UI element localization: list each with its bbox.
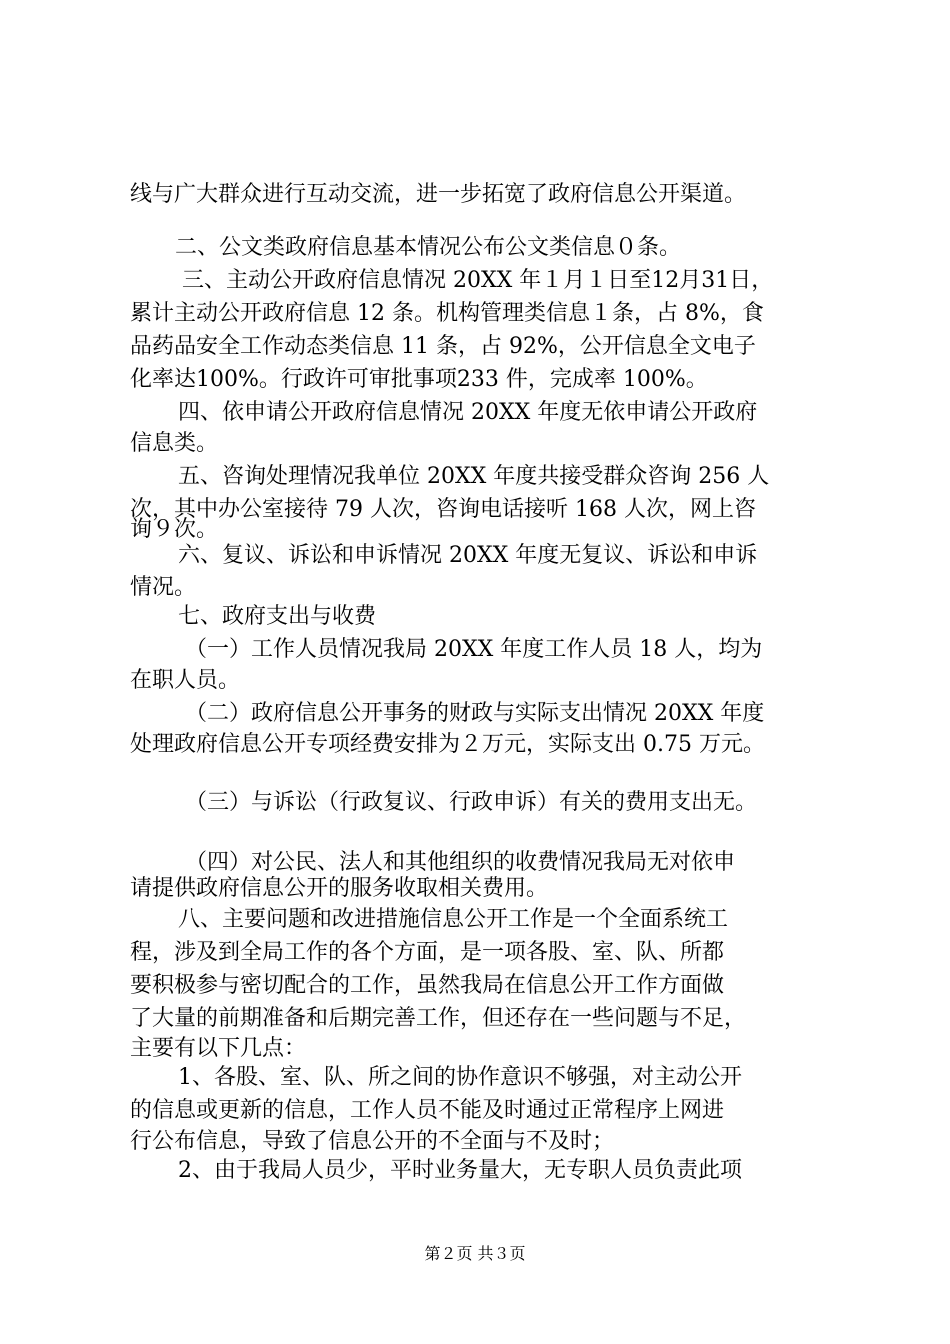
text-line: 2、由于我局人员少，平时业务量大，无专职人员负责此项 <box>178 1158 742 1183</box>
text-line: 七、政府支出与收费 <box>178 604 377 629</box>
page-number-footer: 第２页 共３页 <box>424 1244 526 1263</box>
text-line: （四）对公民、法人和其他组织的收费情况我局无对依申 <box>185 850 736 875</box>
text-line: 主要有以下几点： <box>130 1036 307 1061</box>
text-line: 五、咨询处理情况我单位 20XX 年度共接受群众咨询 256 人 <box>178 464 770 489</box>
text-line: 八、主要问题和改进措施信息公开工作是一个全面系统工 <box>178 907 729 932</box>
text-line: 情况。 <box>130 575 197 600</box>
text-line: 询９次。 <box>130 517 219 542</box>
text-line: 六、复议、诉讼和申诉情况 20XX 年度无复议、诉讼和申诉 <box>178 543 758 568</box>
text-line: （二）政府信息公开事务的财政与实际支出情况 20XX 年度 <box>185 701 765 726</box>
text-line: 1、各股、室、队、所之间的协作意识不够强，对主动公开 <box>178 1065 742 1090</box>
text-line: 品药品安全工作动态类信息 11 条，占 92%，公开信息全文电子 <box>130 334 756 359</box>
text-line: 在职人员。 <box>130 668 241 693</box>
text-line: （三）与诉讼（行政复议、行政申诉）有关的费用支出无。 <box>185 790 758 815</box>
text-line: 二、公文类政府信息基本情况公布公文类信息０条。 <box>175 235 682 260</box>
text-line: 累计主动公开政府信息 12 条。机构管理类信息１条，占 8%，食 <box>130 301 764 326</box>
text-line: 处理政府信息公开专项经费安排为２万元，实际支出 0.75 万元。 <box>130 732 765 757</box>
text-line: 化率达100%。行政许可审批事项233 件，完成率 100%。 <box>130 367 708 392</box>
text-line: 程，涉及到全局工作的各个方面，是一项各股、室、队、所都 <box>130 940 725 965</box>
text-line: 四、依申请公开政府信息情况 20XX 年度无依申请公开政府 <box>178 400 758 425</box>
text-line: 了大量的前期准备和后期完善工作，但还存在一些问题与不足， <box>130 1006 747 1031</box>
text-line: 线与广大群众进行互动交流，进一步拓宽了政府信息公开渠道。 <box>130 182 747 207</box>
text-line: 请提供政府信息公开的服务收取相关费用。 <box>130 876 549 901</box>
text-line: 次，其中办公室接待 79 人次，咨询电话接听 168 人次，网上咨 <box>130 497 756 522</box>
text-line: 的信息或更新的信息，工作人员不能及时通过正常程序上网进 <box>130 1098 725 1123</box>
text-line: 行公布信息，导致了信息公开的不全面与不及时； <box>130 1129 615 1154</box>
text-line: 三、主动公开政府信息情况 20XX 年１月１日至12月31日， <box>182 268 774 293</box>
text-line: （一）工作人员情况我局 20XX 年度工作人员 18 人，均为 <box>185 637 763 662</box>
text-line: 信息类。 <box>130 431 219 456</box>
text-line: 要积极参与密切配合的工作，虽然我局在信息公开工作方面做 <box>130 973 725 998</box>
